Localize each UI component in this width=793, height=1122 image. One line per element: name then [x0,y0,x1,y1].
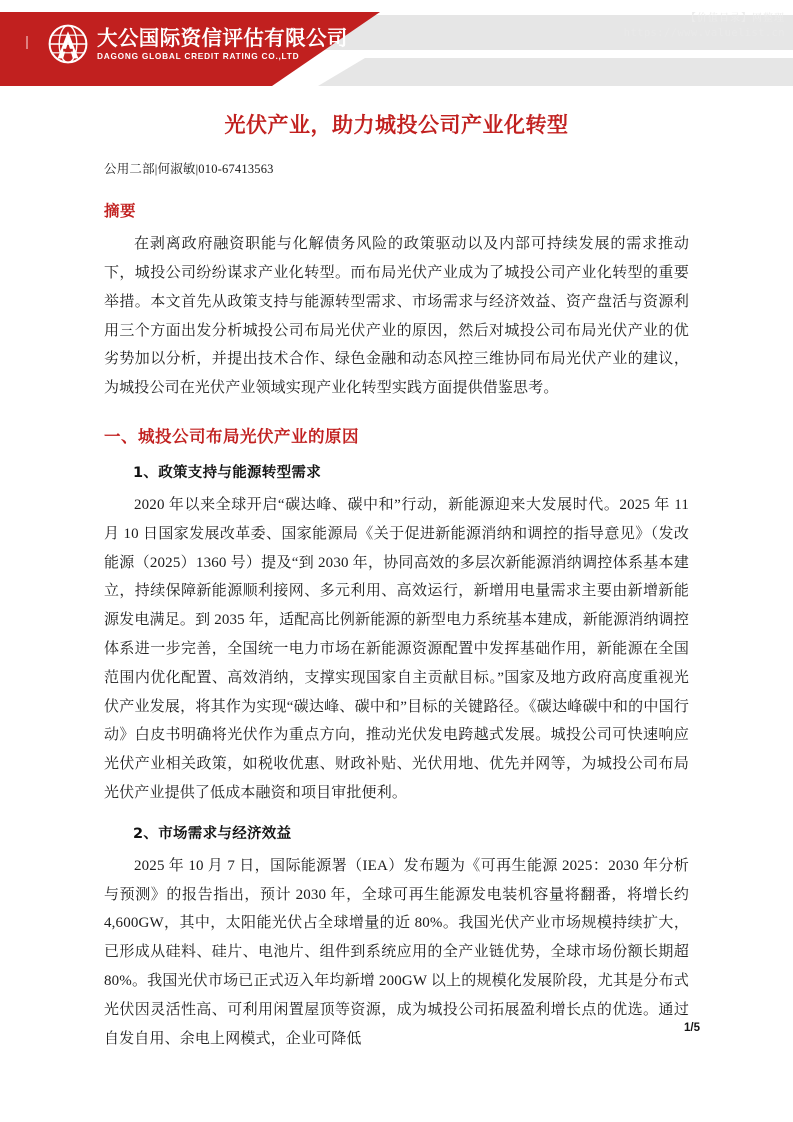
subsection-heading-1-1: 1、政策支持与能源转型需求 [133,465,321,482]
header-tick-mark [26,36,28,49]
page-title: 光伏产业，助力城投公司产业化转型 [224,113,569,137]
abstract-label: 摘要 [104,202,137,221]
logo-company-name-en: DAGONG GLOBAL CREDIT RATING CO.,LTD [97,51,300,62]
dagong-globe-a-mark-icon [48,24,88,64]
abstract-paragraph: 在剥离政府融资职能与化解债务风险的政策驱动以及内部可持续发展的需求推动下，城投公司纷纷谋求产业化转型。而布局光伏产业成为了城投公司产业化转型的重要举措。本文首先从政策支持与能源转型需求、市场需求与经济效益、资产盘活与资源利用三个方面出发分析城投公司布局光伏产业的原因，然后对城投公司布局光伏产业的优劣势加以分析，并提出技术合作、绿色金融和动态风控三维协同布局光伏产业的建议，为城投公司在光伏产业领域实现产业化转型实践方面提供借鉴思考。 [104,236,689,397]
page-number: 1/5 [684,1022,700,1034]
company-logo [48,24,348,64]
section-heading-1: 一、城投公司布局光伏产业的原因 [104,427,359,447]
watermark-line-1: 【价值目录】网整理 [686,13,785,24]
header-grey-band-lower [318,58,793,86]
subsection-paragraph-1-1: 2020 年以来全球开启“碳达峰、碳中和”行动，新能源迎来大发展时代。2025 年 11 月 10 日国家发展改革委、国家能源局《关于促进新能源消纳和调控的指导意见》（发改能源（2025）1360 号）提及“到 2030 年，协同高效的多层次新能源消纳调控体系基本建立，持续保障新能源顺利接网、多元利用、高效运行，新增用电量需求主要由新增新能源发电满足。到 2035 年，适配高比例新能源的新型电力系统基本建成，新能源消纳调控体系进一步完善，全国统一电力市场在新能源资源配置中发挥基础作用，新能源在全国范围内优化配置、高效消纳，支撑实现国家自主贡献目标。”国家及地方政府高度重视光伏产业发展，将其作为实现“碳达峰、碳中和”目标的关键路径。《碳达峰碳中和的中国行动》白皮书明确将光伏作为重点方向，推动光伏发电跨越式发展。城投公司可快速响应光伏产业相关政策，如税收优惠、财政补贴、光伏用地、优先并网等，为城投公司布局光伏产业提供了低成本融资和项目审批便利。 [104,497,689,802]
page-header-banner [0,0,793,96]
byline: 公用二部|何淑敏|010-67413563 [104,162,274,177]
logo-company-name-cn: 大公国际资信评估有限公司 [97,25,348,50]
logo-text-block [97,25,348,62]
subsection-paragraph-1-2: 2025 年 10 月 7 日，国际能源署（IEA）发布题为《可再生能源 2025：2030 年分析与预测》的报告指出，预计 2030 年，全球可再生能源发电装机容量将翻番，将增长约 4,600GW，其中，太阳能光伏占全球增量的近 80%。我国光伏产业市场规模持续扩大，已形成从硅料、硅片、电池片、组件到系统应用的全产业链优势，全球市场份额长期超 80%。我国光伏市场已正式迈入年均新增 200GW 以上的规模化发展阶段，尤其是分布式光伏因灵活性高、可利用闲置屋顶等资源，成为城投公司拓展盈利增长点的优选。通过自发自用、余电上网模式，企业可降低 [104,857,689,1047]
document-body [0,96,793,1053]
subsection-heading-1-2: 2、市场需求与经济效益 [133,825,292,842]
watermark-line-2: https://www.valuelist.cn [623,26,785,39]
document-content-column [104,96,689,1053]
